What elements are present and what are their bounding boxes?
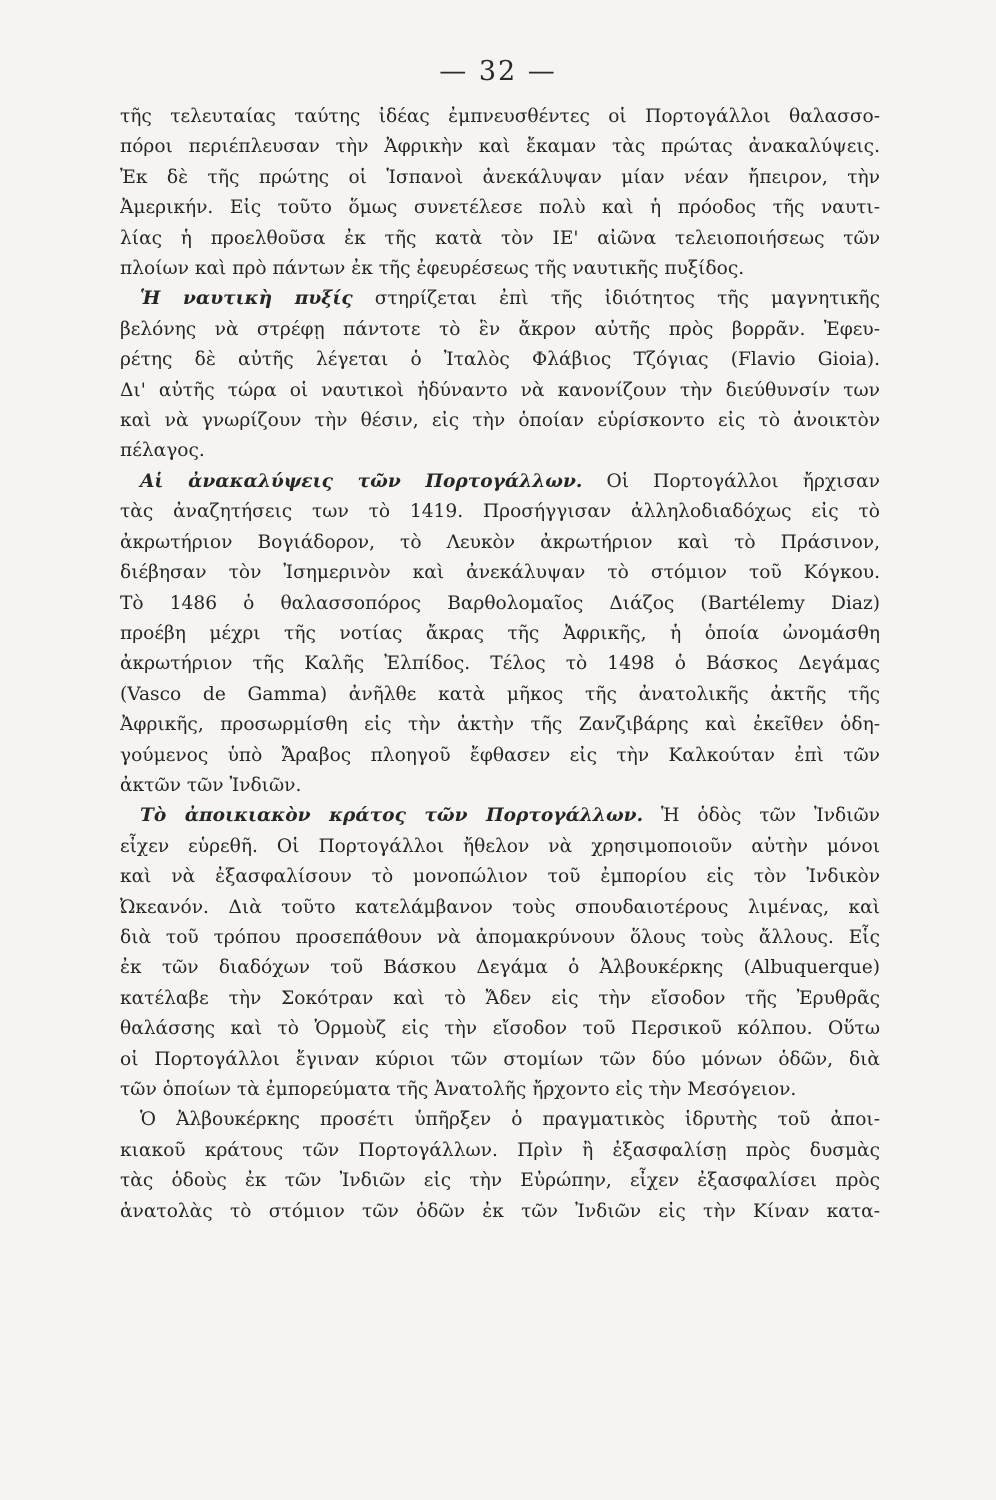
text-line: βελόνης νὰ στρέφῃ πάντοτε τὸ ἓν ἄκρον αὐτῆς πρὸς βορρᾶν. Ἐφευ- [120,318,880,340]
text-line: κιακοῦ κράτους τῶν Πορτογάλλων. Πρὶν ἢ ἐξασφαλίσῃ πρὸς δυσμὰς [120,1139,880,1161]
text-line: πλοίων καὶ πρὸ πάντων ἐκ τῆς ἐφευρέσεως τῆς ναυτικῆς πυξίδος. [120,258,745,280]
text-line: λίας ἡ προελθοῦσα ἐκ τῆς κατὰ τὸν ΙΕ' αἰῶνα τελειοποιήσεως τῶν [120,227,880,249]
text-line: κατέλαβε τὴν Σοκότραν καὶ τὸ Ἄδεν εἰς τὴν εἴσοδον τῆς Ἐρυθρᾶς [120,987,880,1009]
text-line: Ἀφρικῆς, προσωρμίσθη εἰς τὴν ἀκτὴν τῆς Ζανζιβάρης καὶ ἐκεῖθεν ὁδη- [120,714,880,736]
paragraph-4 [120,801,880,1105]
section-heading: Τὸ ἀποικιακὸν κράτος τῶν Πορτογάλλων. [140,805,644,827]
paragraph-3 [120,467,880,801]
paragraph-2 [120,284,880,466]
text-line: τῆς τελευταίας ταύτης ἰδέας ἐμπνευσθέντες οἱ Πορτογάλλοι θαλασσο- [120,106,880,127]
text-line: ἀνατολὰς τὸ στόμιον τῶν ὁδῶν ἐκ τῶν Ἰνδιῶν εἰς τὴν Κίναν κατα- [120,1200,880,1222]
text-line: Ἀμερικήν. Εἰς τοῦτο ὅμως συνετέλεσε πολὺ καὶ ἡ πρόοδος τῆς ναυτι- [120,197,880,219]
text-line: τῶν ὁποίων τὰ ἐμπορεύματα τῆς Ἀνατολῆς ἤρχοντο εἰς τὴν Μεσόγειον. [120,1079,797,1100]
text-segment: στηρίζεται ἐπὶ τῆς ἰδιότητος τῆς μαγνητικῆς [352,288,880,310]
text-line: οἱ Πορτογάλλοι ἔγιναν κύριοι τῶν στομίων τῶν δύο μόνων ὁδῶν, διὰ [120,1048,880,1070]
paragraph-1 [120,102,880,284]
text-line: προέβη μέχρι τῆς νοτίας ἄκρας τῆς Ἀφρικῆς, ἡ ὁποία ὠνομάσθη [120,622,880,644]
text-line: ἀκτῶν τῶν Ἰνδιῶν. [120,774,302,796]
paragraph-5 [120,1105,880,1227]
page-number: — 32 — [439,56,557,87]
text-line [120,284,880,314]
text-line [120,467,880,497]
text-line: Δι' αὐτῆς τώρα οἱ ναυτικοὶ ἠδύναντο νὰ κανονίζουν τὴν διεύθυνσίν των [120,379,880,401]
text-line: καὶ νὰ γνωρίζουν τὴν θέσιν, εἰς τὴν ὁποίαν εὑρίσκοντο εἰς τὸ ἀνοικτὸν [120,410,880,432]
text-line [120,801,880,831]
text-line: διὰ τοῦ τρόπου προσεπάθουν νὰ ἀπομακρύνουν ὅλους τοὺς ἄλλους. Εἷς [120,926,880,948]
text-line: τὰς ἀναζητήσεις των τὸ 1419. Προσήγγισαν ἀλληλοδιαδόχως εἰς τὸ [120,501,880,523]
text-line: Τὸ 1486 ὁ θαλασσοπόρος Βαρθολομαῖος Διάζος (Bartélemy Diaz) [120,592,880,614]
text-line: Ὁ Ἀλβουκέρκης προσέτι ὑπῆρξεν ὁ πραγματικὸς ἱδρυτὴς τοῦ ἀποι- [140,1109,880,1131]
text-line: ἀκρωτήριον Βογιάδορον, τὸ Λευκὸν ἀκρωτήριον καὶ τὸ Πράσινον, [120,531,880,553]
text-line: πόροι περιέπλευσαν τὴν Ἀφρικὴν καὶ ἔκαμαν τὰς πρώτας ἀνακαλύψεις. [120,136,880,158]
text-segment: Ἡ ὁδὸς τῶν Ἰνδιῶν [643,805,880,827]
text-line: ρέτης δὲ αὐτῆς λέγεται ὁ Ἰταλὸς Φλάβιος Τζόγιας (Flavio Gioia). [120,349,880,371]
text-line: ἀκρωτήριον τῆς Καλῆς Ἐλπίδος. Τέλος τὸ 1498 ὁ Βάσκος Δεγάμας [120,653,880,675]
text-line: διέβησαν τὸν Ἰσημερινὸν καὶ ἀνεκάλυψαν τὸ στόμιον τοῦ Κόγκου. [120,562,880,584]
text-line: εἶχεν εὑρεθῆ. Οἱ Πορτογάλλοι ἤθελον νὰ χρησιμοποιοῦν αὐτὴν μόνοι [120,835,880,857]
text-line: καὶ νὰ ἐξασφαλίσουν τὸ μονοπώλιον τοῦ ἐμπορίου εἰς τὸν Ἰνδικὸν [120,866,880,888]
section-heading: Αἱ ἀνακαλύψεις τῶν Πορτογάλλων. [140,470,583,492]
text-line: θαλάσσης καὶ τὸ Ὁρμοὺζ εἰς τὴν εἴσοδον τοῦ Περσικοῦ κόλπου. Οὕτω [120,1018,880,1040]
text-line: ἐκ τῶν διαδόχων τοῦ Βάσκου Δεγάμα ὁ Ἀλβουκέρκης (Albuquerque) [120,957,880,979]
text-line: γούμενος ὑπὸ Ἄραβος πλοηγοῦ ἔφθασεν εἰς τὴν Καλκούταν ἐπὶ τῶν [120,744,880,766]
text-line: τὰς ὁδοὺς ἐκ τῶν Ἰνδιῶν εἰς τὴν Εὐρώπην, εἶχεν ἐξασφαλίσει πρὸς [120,1170,880,1192]
text-line: Ἐκ δὲ τῆς πρώτης οἱ Ἱσπανοὶ ἀνεκάλυψαν μίαν νέαν ἤπειρον, τὴν [120,166,880,188]
text-line: πέλαγος. [120,440,205,462]
text-segment: Οἱ Πορτογάλλοι ἤρχισαν [582,470,880,492]
text-line: (Vasco de Gamma) ἀνῆλθε κατὰ μῆκος τῆς ἀνατολικῆς ἀκτῆς τῆς [120,683,880,705]
body-text [120,102,880,1227]
section-heading: Ἡ ναυτικὴ πυξίς [140,288,353,310]
text-line: Ὠκεανόν. Διὰ τοῦτο κατελάμβανον τοὺς σπουδαιοτέρους λιμένας, καὶ [120,896,880,918]
